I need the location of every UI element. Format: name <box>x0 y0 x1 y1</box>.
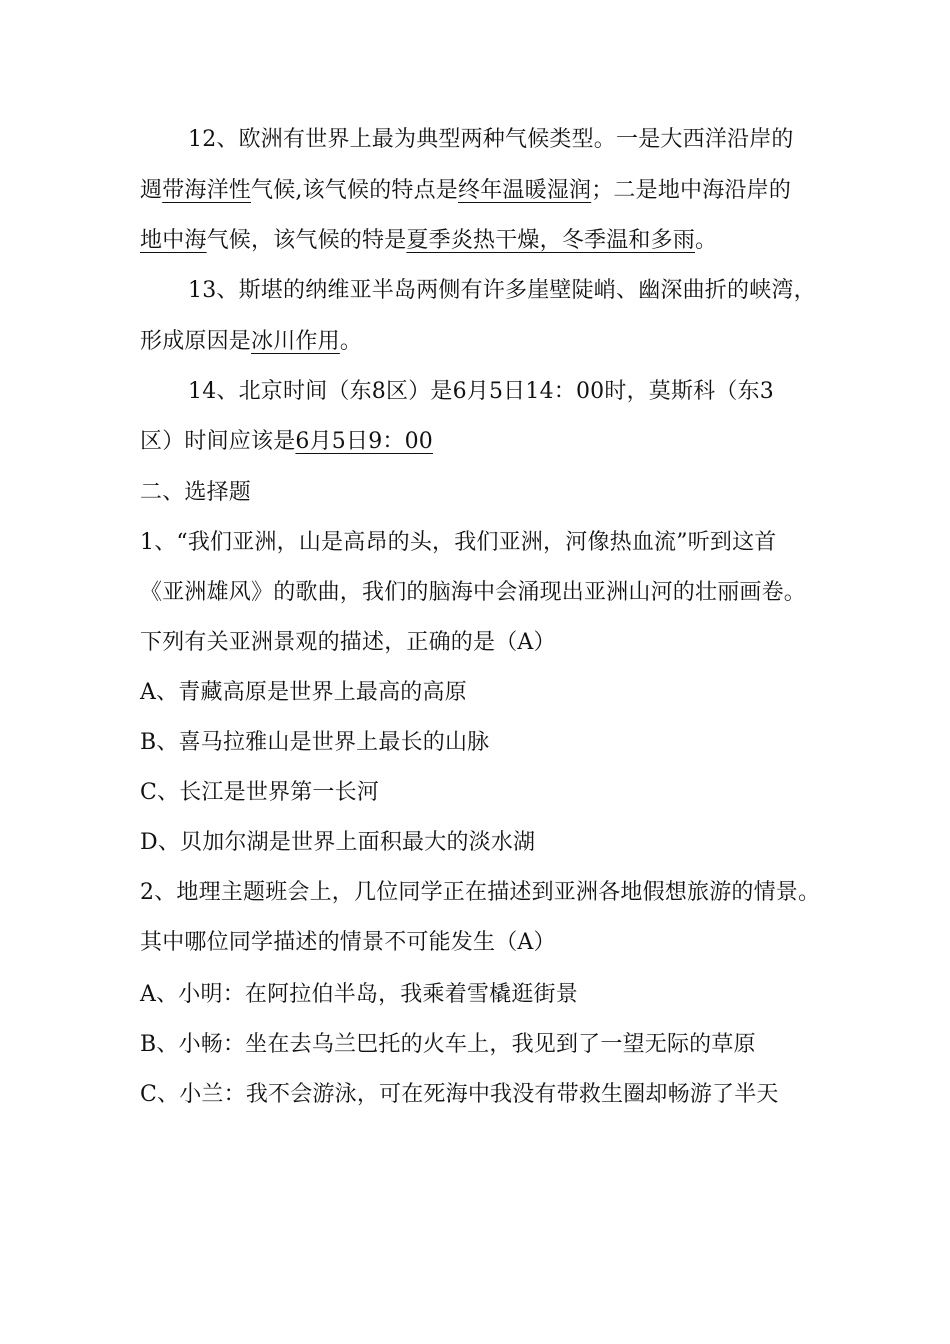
c1-option-c-text: C、长江是世界第一长河 <box>140 780 380 805</box>
c2-line-2 <box>140 928 556 958</box>
c2-stem-2: 其中哪位同学描述的情景不可能发生（A） <box>140 930 556 955</box>
c2-option-b <box>140 1030 756 1060</box>
q13-line-1 <box>188 276 816 306</box>
c1-stem-3: 下列有关亚洲景观的描述，正确的是（A） <box>140 630 556 655</box>
c1-stem-2: 《亚洲雄风》的歌曲，我们的脑海中会涌现出亚洲山河的壮丽画卷。 <box>140 580 807 605</box>
q12-line-3 <box>140 226 717 256</box>
q13-line-2 <box>140 327 362 357</box>
q14-answer: 6月5日9：00 <box>295 429 433 454</box>
c1-option-d <box>140 828 535 858</box>
q12-answer-feature-2: 夏季炎热干燥，冬季温和多雨 <box>406 228 696 253</box>
c1-option-a-text: A、青藏高原是世界上最高的高原 <box>140 680 467 705</box>
c1-option-c <box>140 778 379 808</box>
q12-text-3a: 气候，该气候的特是 <box>206 228 407 253</box>
c1-line-3 <box>140 628 556 658</box>
q12-line-2 <box>140 176 791 206</box>
c2-option-c <box>140 1080 779 1110</box>
c1-option-b-text: B、喜马拉雅山是世界上最长的山脉 <box>140 730 490 755</box>
q13-answer: 冰川作用 <box>251 329 340 354</box>
q12-line-1 <box>188 125 794 155</box>
c2-option-c-text: C、小兰：我不会游泳，可在死海中我没有带救生圈却畅游了半天 <box>140 1082 779 1107</box>
c2-option-a <box>140 980 578 1010</box>
q14-line-2 <box>140 427 433 457</box>
q12-answer-feature-1: 终年温暖湿润 <box>458 178 592 203</box>
c2-option-a-text: A、小明：在阿拉伯半岛，我乘着雪橇逛街景 <box>140 982 578 1007</box>
q13-text-1: 13、斯堪的纳维亚半岛两侧有许多崖壁陡峭、幽深曲折的峡湾， <box>188 278 816 303</box>
q14-line-1 <box>188 377 774 407</box>
q14-text-2: 区）时间应该是 <box>140 429 296 454</box>
c1-option-b <box>140 728 489 758</box>
c2-stem-1: 2、地理主题班会上，几位同学正在描述到亚洲各地假想旅游的情景。 <box>140 880 821 905</box>
c2-option-b-text: B、小畅：坐在去乌兰巴托的火车上，我见到了一望无际的草原 <box>140 1032 756 1057</box>
c1-stem-1: 1、“我们亚洲，山是高昂的头，我们亚洲，河像热血流”听到这首 <box>140 530 777 555</box>
c1-line-2 <box>140 578 806 608</box>
q12-text-2c: ；二是地中海沿岸的 <box>591 178 792 203</box>
q14-text-1: 14、北京时间（东8区）是6月5日14：00时，莫斯科（东3 <box>188 379 774 404</box>
q12-text-2b: 气候,该气候的特点是 <box>251 178 459 203</box>
section-title: 二、选择题 <box>140 480 252 505</box>
q12-text-3b: 。 <box>695 228 718 253</box>
q13-text-2b: 。 <box>339 329 363 354</box>
q12-text-2a: 週 <box>140 178 163 203</box>
q12-answer-climate-2: 地中海 <box>140 228 207 253</box>
c2-line-1 <box>140 878 820 908</box>
q12-answer-climate-1: 带海洋性 <box>162 178 252 203</box>
q13-text-2a: 形成原因是 <box>140 329 252 354</box>
c1-line-1 <box>140 528 777 558</box>
c1-option-a <box>140 678 467 708</box>
q12-text-1: 12、欧洲有世界上最为典型两种气候类型。一是大西洋沿岸的 <box>188 127 794 152</box>
c1-option-d-text: D、贝加尔湖是世界上面积最大的淡水湖 <box>140 830 536 855</box>
section-heading <box>140 478 251 508</box>
